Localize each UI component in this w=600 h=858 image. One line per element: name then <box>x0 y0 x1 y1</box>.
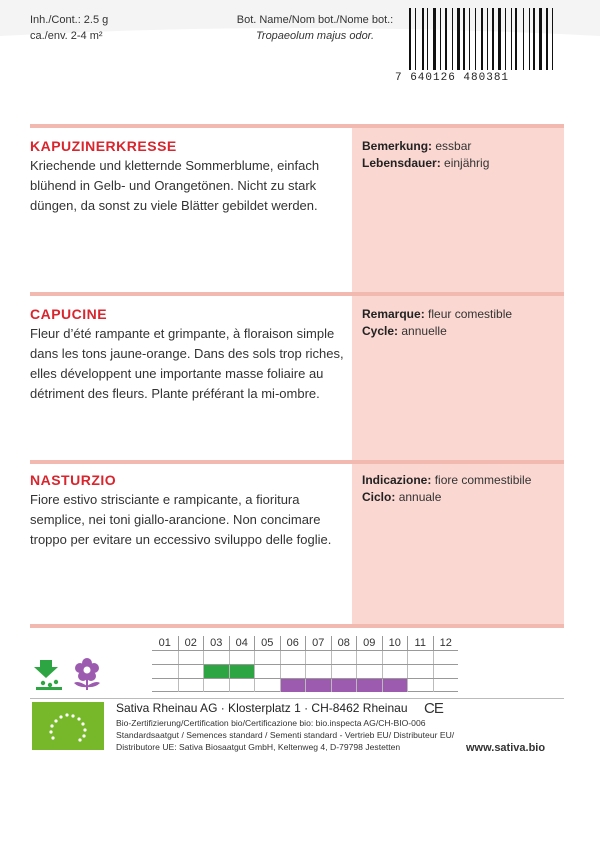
note-value: einjährig <box>444 156 490 170</box>
section-divider <box>30 292 564 296</box>
barcode-bar <box>471 8 473 70</box>
botanical-label: Bot. Name/Nom bot./Nome bot.: <box>236 14 394 26</box>
note-value: fleur comestible <box>428 307 513 321</box>
eu-leaf-icon <box>32 702 104 750</box>
calendar-month-label: 09 <box>356 636 382 650</box>
note-label: Indicazione: <box>362 473 432 487</box>
barcode-bar <box>425 8 426 70</box>
notes-french <box>362 306 562 340</box>
barcode-bar <box>463 8 465 70</box>
coverage-area: ca./env. 2-4 m² <box>30 30 103 42</box>
flowering-icon <box>70 656 104 692</box>
barcode-bar <box>415 8 416 70</box>
calendar-month-label: 10 <box>382 636 408 650</box>
calendar-cell <box>254 651 280 664</box>
calendar-cell <box>254 679 280 692</box>
website-link[interactable]: www.sativa.bio <box>466 742 546 754</box>
barcode-digits: 7 640126 480381 <box>395 72 510 84</box>
sowing-calendar <box>152 636 458 692</box>
section-title: CAPUCINE <box>30 306 108 322</box>
calendar-months <box>152 636 458 650</box>
calendar-cell <box>178 665 204 678</box>
barcode-bar <box>546 8 548 70</box>
note-label: Remarque: <box>362 307 425 321</box>
barcode-bar <box>449 8 451 70</box>
barcode-bar <box>515 8 517 70</box>
calendar-cell <box>280 665 306 678</box>
calendar-cell <box>152 679 178 692</box>
barcode-bar <box>467 8 468 70</box>
barcode-bar <box>442 8 444 70</box>
section-description: Fiore estivo strisciante e rampicante, a fioritura semplice, nei toni giallo-arancione. Non concimare troppo per evitare un eccessivo sviluppo delle foglie. <box>30 492 332 547</box>
note-value: fiore commestibile <box>434 473 532 487</box>
section-divider <box>30 124 564 128</box>
calendar-month-label: 11 <box>407 636 433 650</box>
sowing-icon <box>34 658 64 690</box>
calendar-cell <box>203 651 229 664</box>
calendar-cell <box>433 679 459 692</box>
calendar-cell <box>152 651 178 664</box>
calendar-cell <box>433 665 459 678</box>
barcode-bar <box>519 8 522 70</box>
note-value: annuale <box>398 490 442 504</box>
barcode-bar <box>445 8 447 70</box>
section-divider <box>30 460 564 464</box>
calendar-cell <box>331 679 357 692</box>
barcode-bar <box>555 8 556 70</box>
note-label: Ciclo: <box>362 490 396 504</box>
footer-divider <box>30 698 564 699</box>
barcode-bar <box>452 8 453 70</box>
barcode-bar <box>543 8 544 70</box>
content-info <box>30 12 108 44</box>
barcode-bar <box>430 8 432 70</box>
barcode-bar <box>552 8 553 70</box>
calendar-cell <box>254 665 280 678</box>
certification-line: Bio-Zertifizierung/Certification bio/Certificazione bio: bio.inspecta AG/CH-BIO-006 <box>116 718 426 728</box>
barcode-bar <box>549 8 551 70</box>
calendar-month-label: 03 <box>203 636 229 650</box>
calendar-month-label: 01 <box>158 637 171 649</box>
barcode-bar <box>477 8 480 70</box>
calendar-cell <box>331 665 357 678</box>
notes-panel-background <box>352 124 564 626</box>
barcode-bar <box>498 8 501 70</box>
barcode-bar <box>503 8 504 70</box>
barcode-bar <box>537 8 538 70</box>
barcode-bar <box>475 8 476 70</box>
barcode-bar <box>507 8 509 70</box>
distribution-line: Standardsaatgut / Semences standard / Sementi standard - Vertrieb EU/ Distributeur EU/ Distributore UE: Sativa Biosaatgut GmbH, Keltenweg 4, D-79798 Jestetten <box>116 730 455 752</box>
calendar-cell <box>382 651 408 664</box>
calendar-cell <box>305 651 331 664</box>
barcode-bar <box>523 8 524 70</box>
section-title: KAPUZINERKRESSE <box>30 138 177 154</box>
note-value: essbar <box>435 139 472 153</box>
barcode-bar <box>531 8 532 70</box>
notes-german <box>362 138 562 172</box>
barcode-bar <box>539 8 542 70</box>
calendar-cell <box>382 665 408 678</box>
barcode <box>395 8 580 92</box>
packet-header <box>0 0 600 100</box>
calendar-month-label: 06 <box>280 636 306 650</box>
section-italian <box>30 472 352 550</box>
content-weight: Inh./Cont.: 2.5 g <box>30 14 109 26</box>
barcode-bar <box>511 8 512 70</box>
barcode-bar <box>487 8 488 70</box>
section-french <box>30 306 352 404</box>
section-title: NASTURZIO <box>30 472 117 488</box>
calendar-month-label: 12 <box>433 636 459 650</box>
calendar-month-label: 02 <box>178 636 204 650</box>
calendar-cell <box>356 679 382 692</box>
calendar-row-sowing <box>152 664 458 678</box>
calendar-cell <box>203 679 229 692</box>
calendar-cell <box>229 679 255 692</box>
barcode-bar <box>454 8 455 70</box>
calendar-cell <box>178 651 204 664</box>
barcode-bar <box>409 8 411 70</box>
barcode-bar <box>469 8 470 70</box>
notes-italian <box>362 472 562 506</box>
section-description: Fleur d’été rampante et grimpante, à floraison simple dans les tons jaune-orange. Dans des sols trop riches, elles développent une importante masse foliaire au détriment des fleurs. Plante préférant la mi-ombre. <box>30 326 344 401</box>
calendar-month-label: 07 <box>305 636 331 650</box>
barcode-bar <box>489 8 490 70</box>
calendar-cell <box>331 651 357 664</box>
section-german <box>30 138 352 216</box>
calendar-cell <box>229 651 255 664</box>
barcode-bar <box>505 8 506 70</box>
section-description: Kriechende und kletternde Sommerblume, einfach blühend in Gelb- und Orangetönen. Nicht zu stark düngen, da sonst zu viele Blätter gebildet werden. <box>30 158 320 213</box>
calendar-cell <box>382 679 408 692</box>
calendar-row-flowering <box>152 678 458 692</box>
barcode-bar <box>433 8 436 70</box>
company-address: Sativa Rheinau AG · Klosterplatz 1 · CH-8462 Rheinau <box>116 701 408 715</box>
barcode-bar <box>417 8 420 70</box>
calendar-cell <box>407 665 433 678</box>
barcode-bar <box>513 8 514 70</box>
barcode-bar <box>529 8 530 70</box>
botanical-info <box>220 12 410 44</box>
barcode-bar <box>485 8 486 70</box>
calendar-month-label: 05 <box>254 636 280 650</box>
barcode-bar <box>461 8 462 70</box>
calendar-cell <box>178 679 204 692</box>
calendar-cell <box>407 679 433 692</box>
eu-organic-logo <box>32 702 104 750</box>
barcode-bar <box>495 8 497 70</box>
calendar-row-empty <box>152 650 458 664</box>
barcode-bar <box>533 8 535 70</box>
calendar-cell <box>203 665 229 678</box>
note-label: Cycle: <box>362 324 399 338</box>
section-divider <box>30 624 564 628</box>
calendar-cell <box>280 679 306 692</box>
barcode-bar <box>440 8 441 70</box>
note-label: Bemerkung: <box>362 139 433 153</box>
botanical-name: Tropaeolum majus odor. <box>256 30 374 42</box>
calendar-cell <box>152 665 178 678</box>
barcode-bar <box>422 8 424 70</box>
barcode-bar <box>492 8 494 70</box>
calendar-cell <box>356 651 382 664</box>
ce-mark: CE <box>424 700 443 717</box>
barcode-bar <box>457 8 460 70</box>
calendar-cell <box>407 651 433 664</box>
calendar-month-label: 08 <box>331 636 357 650</box>
calendar-cell <box>356 665 382 678</box>
certification-info <box>116 717 456 753</box>
calendar-cell <box>305 665 331 678</box>
calendar-cell <box>229 665 255 678</box>
calendar-cell <box>280 651 306 664</box>
barcode-bar <box>481 8 483 70</box>
calendar-cell <box>305 679 331 692</box>
barcode-bar <box>413 8 414 70</box>
barcode-bar <box>427 8 428 70</box>
note-label: Lebensdauer: <box>362 156 441 170</box>
barcode-bars <box>409 8 569 70</box>
calendar-cell <box>433 651 459 664</box>
calendar-month-label: 04 <box>229 636 255 650</box>
barcode-bar <box>437 8 438 70</box>
note-value: annuelle <box>401 324 447 338</box>
barcode-bar <box>525 8 527 70</box>
